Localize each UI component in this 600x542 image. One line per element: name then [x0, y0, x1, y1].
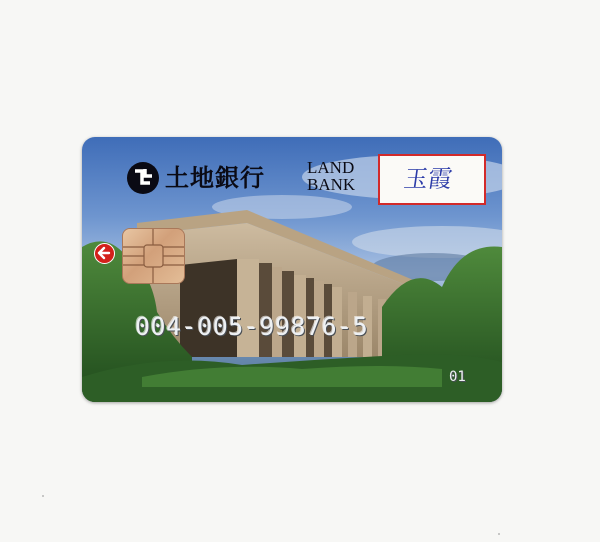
- bank-name-english-line1: LAND: [307, 158, 355, 177]
- card-number: 004-005-99876-5: [135, 312, 369, 341]
- bank-name-chinese: 土地銀行: [165, 163, 265, 192]
- scan-speck: [42, 495, 44, 497]
- building-entrance: [180, 259, 237, 357]
- bank-name-english-line2: BANK: [307, 175, 356, 194]
- insert-arrow-icon: [94, 243, 115, 264]
- emv-chip-icon: [122, 228, 185, 284]
- bank-name-english: [307, 159, 367, 193]
- building-shadow: [259, 263, 272, 357]
- signature-panel: [378, 154, 486, 205]
- bank-card: [82, 137, 502, 402]
- card-sequence: 01: [449, 369, 466, 385]
- building-column: [237, 259, 259, 357]
- scan-speck: [498, 533, 500, 535]
- land-bank-logo-icon: [126, 161, 160, 195]
- signature-text: 玉霞: [402, 165, 454, 193]
